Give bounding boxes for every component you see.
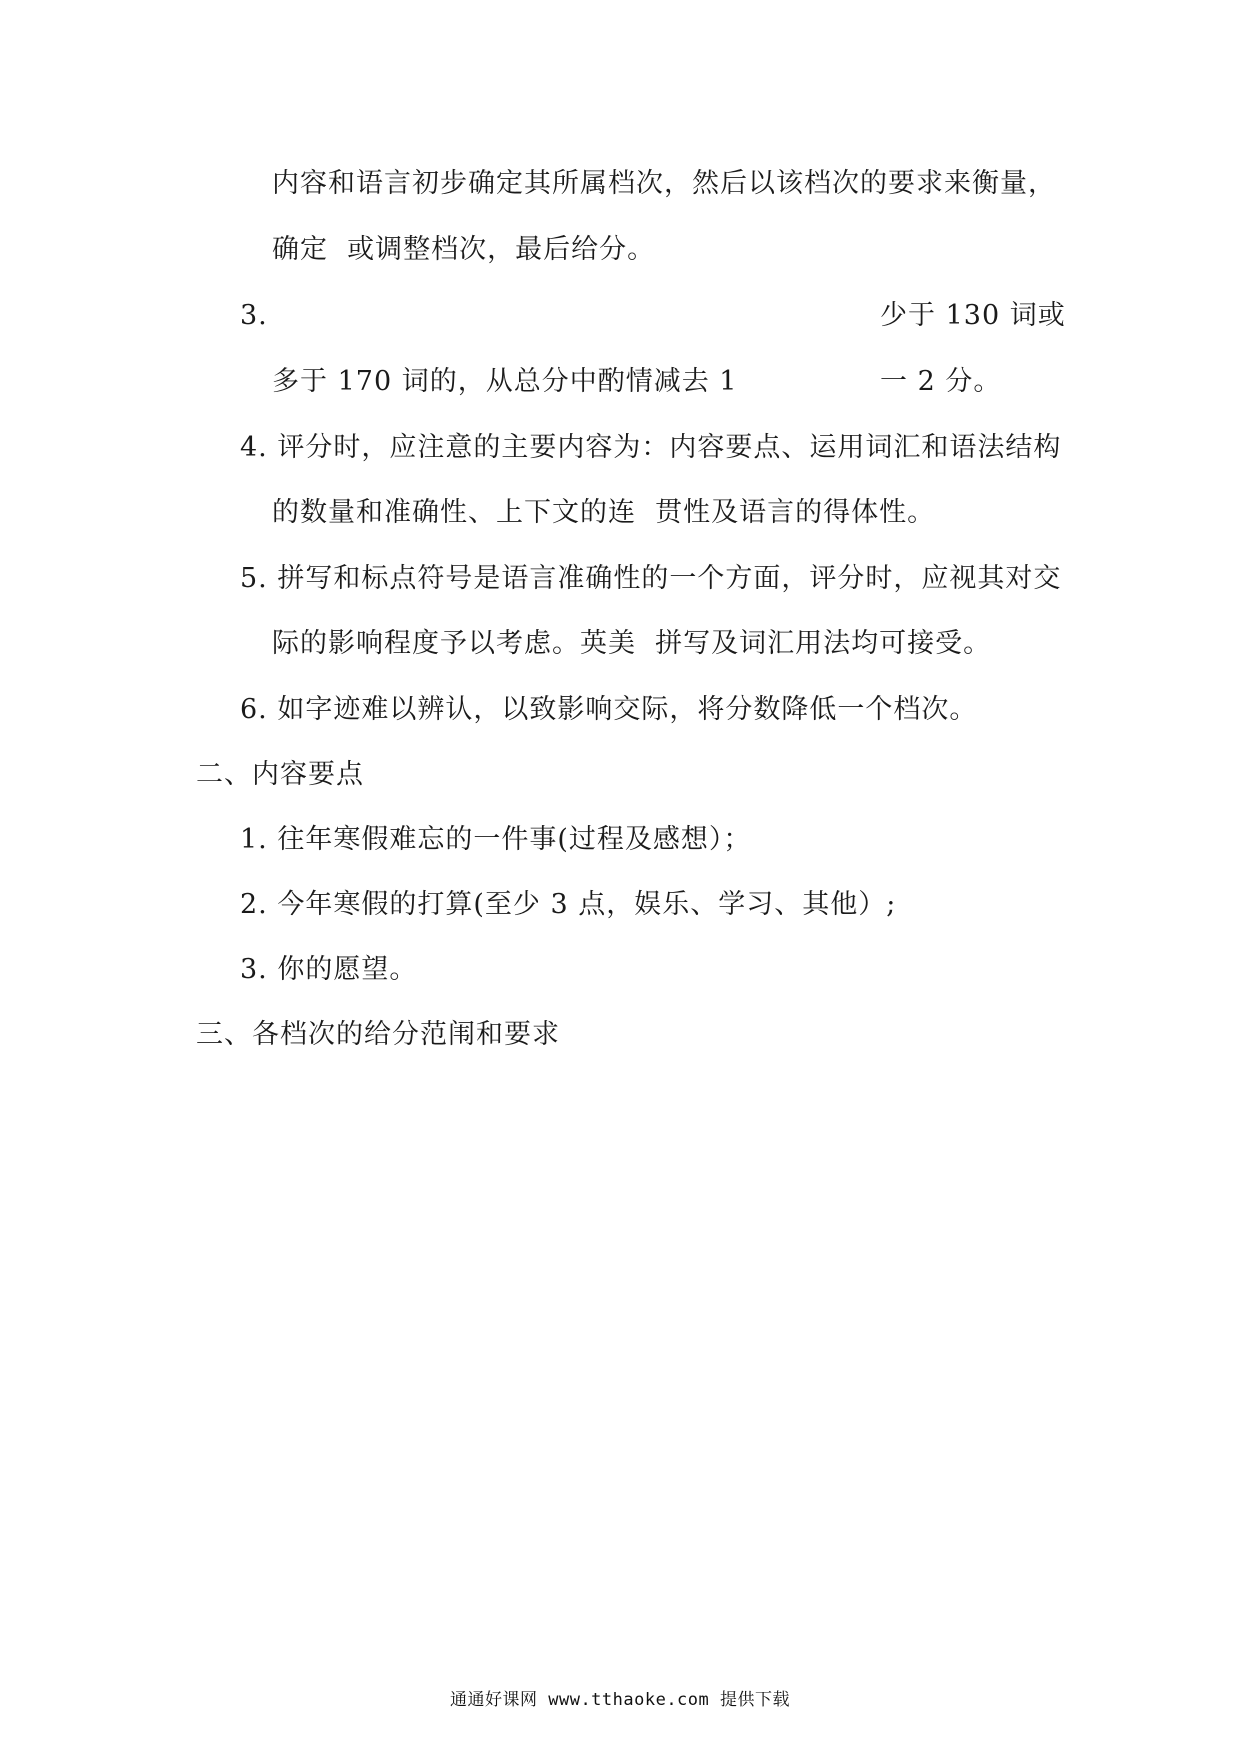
- item-3-line-2-left: 多于 170 词的，从总分中酌情减去 1: [272, 366, 738, 397]
- rules-continuation-line-1: 内容和语言初步确定其所属档次，然后以该档次的要求来衡量，: [272, 168, 1056, 199]
- section-2-item-2: 2. 今年寒假的打算(至少 3 点，娱乐、学习、其他）;: [240, 889, 897, 920]
- item-5-line-2: 际的影响程度予以考虑。英美 拼写及词汇用法均可接受。: [272, 628, 992, 659]
- section-2-item-3: 3. 你的愿望。: [240, 954, 418, 985]
- section-2-item-1: 1. 往年寒假难忘的一件事(过程及感想）；: [240, 824, 752, 855]
- item-4-line-1: 4. 评分时，应注意的主要内容为：内容要点、运用词汇和语法结构: [240, 432, 1062, 463]
- section-2-heading: 二、内容要点: [196, 759, 364, 790]
- item-5-line-1: 5. 拼写和标点符号是语言准确性的一个方面，评分时，应视其对交: [240, 563, 1062, 594]
- item-3-number: 3.: [240, 300, 268, 331]
- page-footer: 通通好课网 www.tthaoke.com 提供下载: [450, 1690, 790, 1710]
- item-4-line-2: 的数量和准确性、上下文的连 贯性及语言的得体性。: [272, 497, 936, 528]
- section-3-heading: 三、各档次的给分范闱和要求: [196, 1019, 560, 1050]
- rules-continuation-line-2: 确定 或调整档次，最后给分。: [272, 234, 656, 265]
- item-6-line-1: 6. 如字迹难以辨认，以致影响交际，将分数降低一个档次。: [240, 694, 978, 725]
- item-3-right-text: 少于 130 词或: [880, 300, 1066, 331]
- item-3-line-2-right: 一 2 分。: [880, 366, 1002, 397]
